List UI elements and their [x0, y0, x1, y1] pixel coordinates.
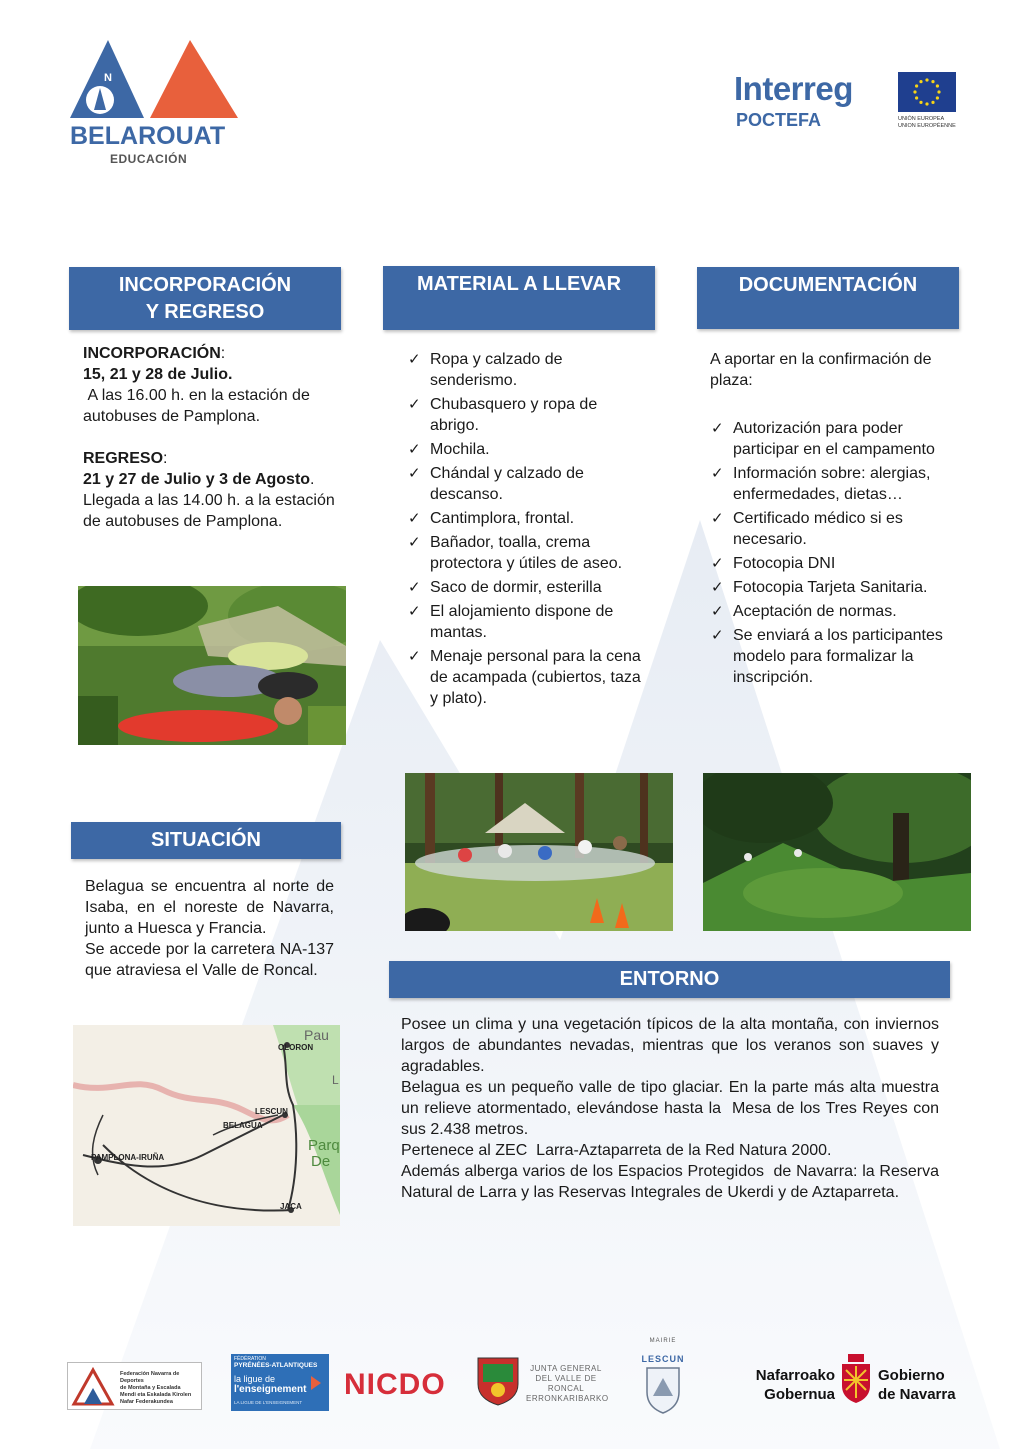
brand-name — [70, 122, 225, 151]
fnd-line1: Federación Navarra de Deportes — [120, 1371, 180, 1384]
program-sub: POCTEFA — [736, 110, 822, 130]
material-header — [383, 266, 655, 330]
incorporacion-label: INCORPORACIÓN — [83, 345, 221, 362]
list-item — [709, 577, 964, 598]
junta-line1: JUNTA GENERAL — [530, 1364, 602, 1373]
lescun-name: LESCUN — [641, 1354, 685, 1364]
map-label-parque-de: De — [311, 1153, 331, 1170]
list-item — [709, 418, 964, 460]
documentacion-intro: A aportar en la confirmación de plaza: — [710, 351, 932, 389]
mountain-logo-icon — [66, 38, 244, 124]
gob-line1-basque: Nafarroako — [755, 1367, 835, 1384]
material-item-text: Ropa y calzado de senderismo. — [430, 351, 563, 389]
material-title: MATERIAL A LLEVAR — [416, 273, 622, 295]
brand-subtitle: EDUCACIÓN — [110, 152, 188, 166]
photo-hikers-resting — [78, 586, 346, 745]
documentacion-item-text: Se enviará a los participantes modelo para formalizar la inscripción. — [733, 627, 943, 686]
ligue-enseignement-logo — [231, 1354, 329, 1411]
situacion-body — [85, 876, 334, 981]
photo-camp-group — [405, 773, 673, 931]
map-label-parque: Parq — [308, 1137, 340, 1154]
material-item-text: Bañador, toalla, crema protectora y útiles de aseo. — [430, 534, 623, 572]
brand-name-primary: BELA — [70, 122, 139, 150]
list-item — [406, 439, 646, 460]
material-item-text: Chándal y calzado de descanso. — [430, 465, 584, 503]
gobierno-navarra-basque — [745, 1366, 835, 1404]
map-label-belagua: BELAGUA — [223, 1121, 263, 1130]
material-item-text: Saco de dormir, esterilla — [430, 579, 602, 596]
check-icon: ✓ — [408, 396, 421, 413]
list-item — [406, 508, 646, 529]
program-name: Interreg — [734, 70, 853, 107]
gobierno-navarra-spanish — [878, 1366, 978, 1404]
entorno-paragraph-3: Pertenece al ZEC Larra-Aztaparreta de la Red Natura 2000. — [401, 1142, 832, 1159]
map-label-pamplona: PAMPLONA-IRUÑA — [91, 1153, 165, 1162]
eu-caption — [898, 116, 956, 130]
list-item — [709, 508, 964, 550]
material-item-text: Cantimplora, frontal. — [430, 510, 575, 527]
material-item-text: Menaje personal para la cena de acampada (cubiertos, taza y plato). — [430, 648, 641, 707]
regreso-detail: Llegada a las 14.00 h. a la estación de autobuses de Pamplona. — [83, 492, 335, 530]
regreso-dot: . — [310, 471, 315, 488]
incorporacion-body — [83, 343, 345, 532]
list-item — [709, 625, 964, 688]
ligue-main-1: la ligue de — [234, 1374, 276, 1384]
nicdo-logo: NICDO — [344, 1368, 446, 1401]
list-item — [709, 463, 964, 505]
situacion-header — [71, 822, 341, 859]
ligue-bottom: LA LIGUE DE L'ENSEIGNEMENT — [234, 1400, 303, 1405]
material-item-text: Chubasquero y ropa de abrigo. — [430, 396, 598, 434]
regreso-dates: 21 y 27 de Julio y 3 de Agosto — [83, 471, 311, 488]
fnd-line4: Nafar Federakundea — [120, 1399, 173, 1405]
documentacion-title: DOCUMENTACIÓN — [738, 274, 918, 296]
situacion-title: SITUACIÓN — [151, 829, 261, 851]
entorno-body — [401, 1014, 944, 1203]
map-label-oloron: OLORON — [278, 1043, 314, 1052]
documentacion-item-text: Fotocopia Tarjeta Sanitaria. — [733, 579, 928, 596]
fnd-line3: Mendi eta Eskalada Kirolen — [120, 1392, 192, 1398]
material-item-text: El alojamiento dispone de mantas. — [430, 603, 614, 641]
entorno-paragraph-4: Además alberga varios de los Espacios Protegidos de Navarra: la Reserva Natural de Larra y las Reservas Integrales de Ukerdi y de Aztaparreta. — [401, 1163, 944, 1201]
eu-flag-icon — [898, 72, 956, 112]
incorporacion-title-line2: Y REGRESO — [145, 301, 265, 323]
incorporacion-header — [69, 267, 341, 330]
compass-letter: N — [104, 72, 112, 84]
check-icon: ✓ — [408, 441, 421, 458]
documentacion-item-text: Aceptación de normas. — [733, 603, 897, 620]
documentacion-item-text: Fotocopia DNI — [733, 555, 836, 572]
map-label-pau: Pau — [304, 1027, 329, 1043]
check-icon: ✓ — [408, 579, 421, 596]
check-icon: ✓ — [711, 603, 724, 620]
junta-line3: RONCAL — [547, 1384, 585, 1393]
mountain-icon — [70, 1364, 116, 1410]
check-icon: ✓ — [408, 510, 421, 527]
lescun-top: MAIRIE — [649, 1338, 677, 1344]
regreso-colon: : — [163, 450, 168, 467]
documentacion-list — [709, 418, 964, 691]
photo-forest — [703, 773, 971, 931]
check-icon: ✓ — [711, 555, 724, 572]
check-icon: ✓ — [408, 603, 421, 620]
list-item — [709, 601, 964, 622]
location-map — [73, 1025, 340, 1226]
documentacion-item-text: Certificado médico si es necesario. — [733, 510, 903, 548]
eu-caption-line2: UNION EUROPÉENNE — [898, 123, 956, 129]
eu-caption-line1: UNIÓN EUROPEA — [898, 116, 945, 122]
documentacion-item-text: Información sobre: alergias, enfermedades, dietas… — [733, 465, 931, 503]
list-item — [406, 463, 646, 505]
incorporacion-detail: A las 16.00 h. en la estación de autobuses de Pamplona. — [83, 387, 315, 425]
lescun-logo — [634, 1338, 692, 1416]
entorno-header — [389, 961, 950, 998]
check-icon: ✓ — [408, 534, 421, 551]
incorporacion-colon: : — [220, 345, 226, 362]
ligue-main-2: l'enseignement — [234, 1384, 307, 1395]
check-icon: ✓ — [408, 648, 421, 665]
list-item — [406, 577, 646, 598]
gob-line2-basque: Gobernua — [764, 1386, 835, 1403]
entorno-title: ENTORNO — [619, 968, 720, 990]
list-item — [406, 349, 646, 391]
check-icon: ✓ — [711, 465, 724, 482]
entorno-paragraph-1: Posee un clima y una vegetación típicos de la alta montaña, con inviernos largos de abundantes nevadas, mientras que los veranos son suaves y agradables. — [401, 1016, 939, 1075]
check-icon: ✓ — [408, 351, 421, 368]
incorporacion-title-line1: INCORPORACIÓN — [118, 274, 292, 296]
regreso-label: REGRESO — [83, 450, 164, 467]
situacion-paragraph-1: Belagua se encuentra al norte de Isaba, en el noreste de Navarra, junto a Huesca y Francia. — [85, 878, 334, 937]
arrow-icon — [311, 1376, 321, 1390]
navarra-crest-icon — [840, 1352, 872, 1404]
junta-roncal-text — [526, 1364, 609, 1404]
check-icon: ✓ — [711, 420, 724, 437]
map-label-jaca: JACA — [280, 1202, 302, 1211]
junta-line4: ERRONKARIBARKO — [526, 1394, 609, 1403]
roncal-shield-icon — [473, 1354, 523, 1406]
interreg-logo — [732, 68, 962, 134]
check-icon: ✓ — [711, 579, 724, 596]
fnd-montana-logo — [67, 1362, 202, 1410]
documentacion-item-text: Autorización para poder participar en el campamento — [733, 420, 935, 458]
list-item — [709, 553, 964, 574]
incorporacion-dates: 15, 21 y 28 de Julio. — [83, 366, 233, 383]
material-item-text: Mochila. — [430, 441, 490, 458]
ligue-top-2: PYRÉNÉES-ATLANTIQUES — [234, 1362, 318, 1369]
material-list — [406, 349, 646, 712]
check-icon: ✓ — [711, 627, 724, 644]
junta-line2: DEL VALLE DE — [535, 1374, 597, 1383]
list-item — [406, 601, 646, 643]
lescun-shield-icon — [643, 1366, 683, 1414]
gob-line2-spanish: de Navarra — [878, 1386, 956, 1403]
list-item — [406, 532, 646, 574]
list-item — [406, 646, 646, 709]
situacion-paragraph-2: Se accede por la carretera NA-137 que atraviesa el Valle de Roncal. — [85, 941, 334, 979]
brand-name-secondary: ROUAT — [138, 122, 226, 150]
documentacion-header — [697, 267, 959, 329]
list-item — [406, 394, 646, 436]
check-icon: ✓ — [711, 510, 724, 527]
belarouat-logo — [66, 38, 244, 170]
map-label-lescun: LESCUN — [255, 1107, 288, 1116]
ligue-top-1: FÉDÉRATION — [234, 1356, 266, 1362]
check-icon: ✓ — [408, 465, 421, 482]
entorno-paragraph-2: Belagua es un pequeño valle de tipo glaciar. En la parte más alta muestra un relieve atormentado, elevándose hasta la Mesa de los Tres Reyes con sus 2.438 metros. — [401, 1079, 944, 1138]
gob-line1-spanish: Gobierno — [878, 1367, 945, 1384]
fnd-line2: de Montaña y Escalada — [120, 1385, 181, 1391]
map-label-edge: L — [332, 1073, 339, 1087]
